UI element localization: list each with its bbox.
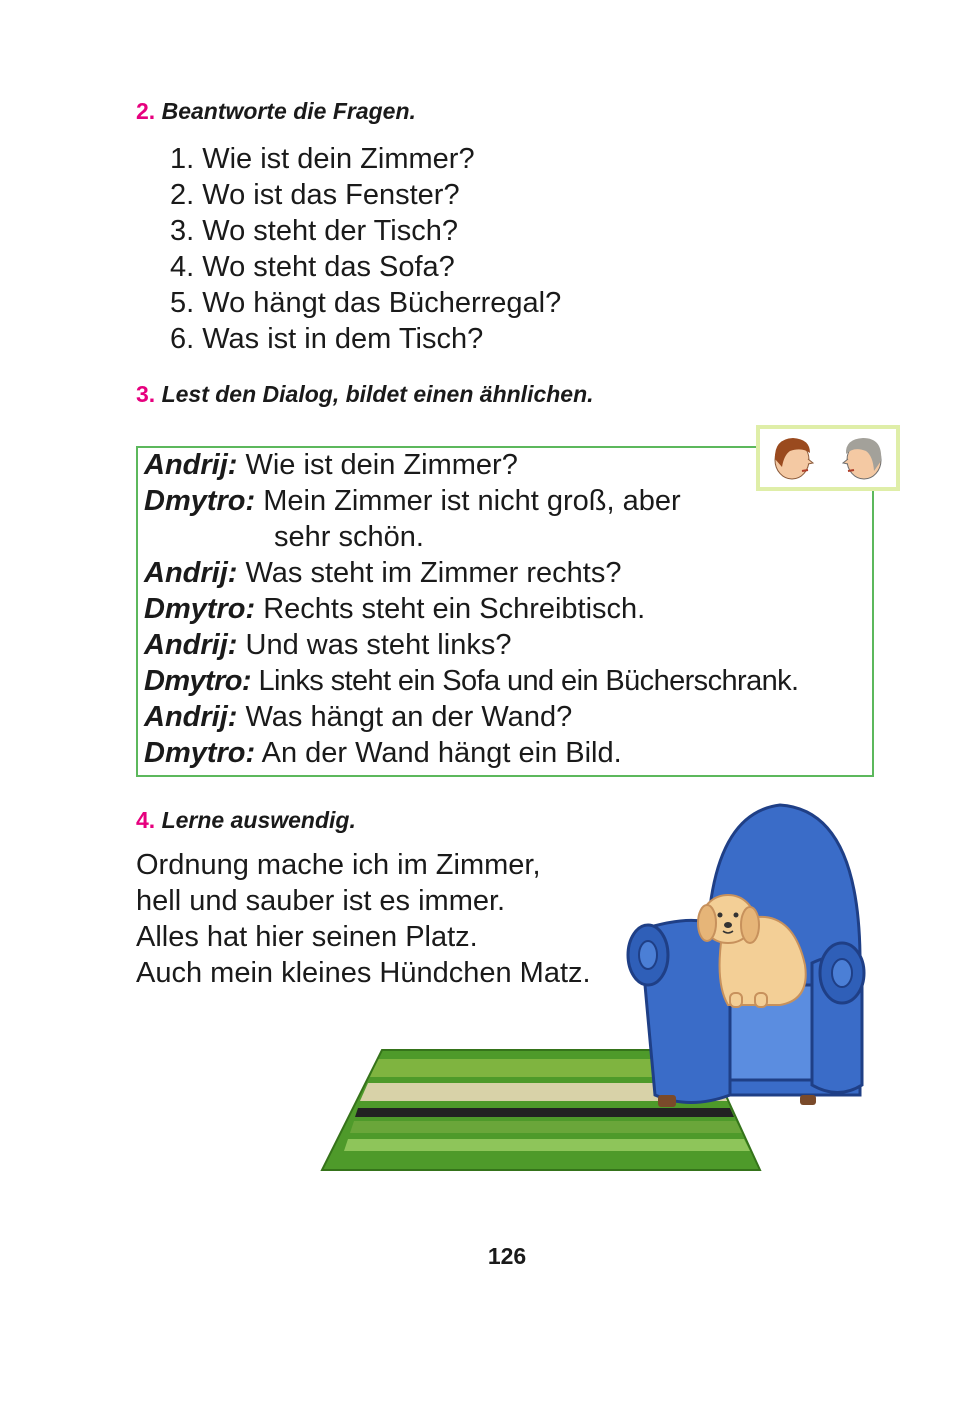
dialog-text: Und was steht links? (237, 629, 512, 661)
dialog-line (144, 663, 798, 699)
question-item: 5. Wo hängt das Bücherregal? (170, 287, 562, 319)
task-title: Lest den Dialog, bildet einen ähnlichen. (161, 381, 594, 407)
speaker-name: Andrij: (144, 449, 238, 481)
dialog-text: Mein Zimmer ist nicht groß, aber (255, 485, 681, 517)
dialog-line (144, 699, 798, 735)
dialog-line (144, 555, 798, 591)
dialog-line (144, 627, 798, 663)
question-item: 4. Wo steht das Sofa? (170, 251, 455, 283)
dialog-text: Was hängt an der Wand? (237, 701, 573, 733)
dialog-text: An der Wand hängt ein Bild. (255, 737, 622, 769)
task-number: 3. (136, 381, 156, 407)
dialog-line (144, 735, 798, 771)
speaker-name: Dmytro: (144, 485, 256, 517)
dialog-text: sehr schön. (274, 521, 424, 553)
speaking-heads-drawing (760, 429, 896, 487)
task-2-heading (136, 98, 416, 125)
poem-line: Auch mein kleines Hündchen Matz. (136, 957, 591, 989)
question-item: 3. Wo steht der Tisch? (170, 215, 458, 247)
page-number: 126 (487, 1243, 527, 1269)
speaking-heads-icon (756, 425, 900, 491)
task-title: Beantworte die Fragen. (161, 98, 416, 124)
poem (136, 847, 591, 991)
speaker-name: Andrij: (144, 701, 238, 733)
task-number: 4. (136, 807, 156, 833)
dialog-line (144, 483, 798, 519)
speaker-name: Dmytro: (144, 737, 256, 769)
speaker-name: Dmytro: (144, 593, 256, 625)
task-number: 2. (136, 98, 156, 124)
question-list (170, 141, 561, 357)
dialog-line (144, 591, 798, 627)
dialog-text: Was steht im Zimmer rechts? (237, 557, 622, 589)
poem-line: hell und sauber ist es immer. (136, 885, 506, 917)
dialog-line (144, 447, 798, 483)
poem-line: Ordnung mache ich im Zimmer, (136, 849, 541, 881)
question-item: 2. Wo ist das Fenster? (170, 179, 460, 211)
task-3-heading (136, 381, 594, 408)
dialog-text: Rechts steht ein Schreibtisch. (255, 593, 646, 625)
speaker-name: Andrij: (144, 557, 238, 589)
speaker-name: Andrij: (144, 629, 238, 661)
question-item: 6. Was ist in dem Tisch? (170, 323, 484, 355)
question-item: 1. Wie ist dein Zimmer? (170, 143, 475, 175)
dialog-line (144, 519, 798, 555)
poem-line: Alles hat hier seinen Platz. (136, 921, 478, 953)
dialog-text: Links steht ein Sofa und ein Bücherschrank. (250, 665, 799, 697)
speaker-name: Dmytro: (144, 665, 251, 697)
dialog-text: Wie ist dein Zimmer? (237, 449, 518, 481)
dialog-lines (144, 447, 798, 771)
task-title: Lerne auswendig. (161, 807, 356, 833)
